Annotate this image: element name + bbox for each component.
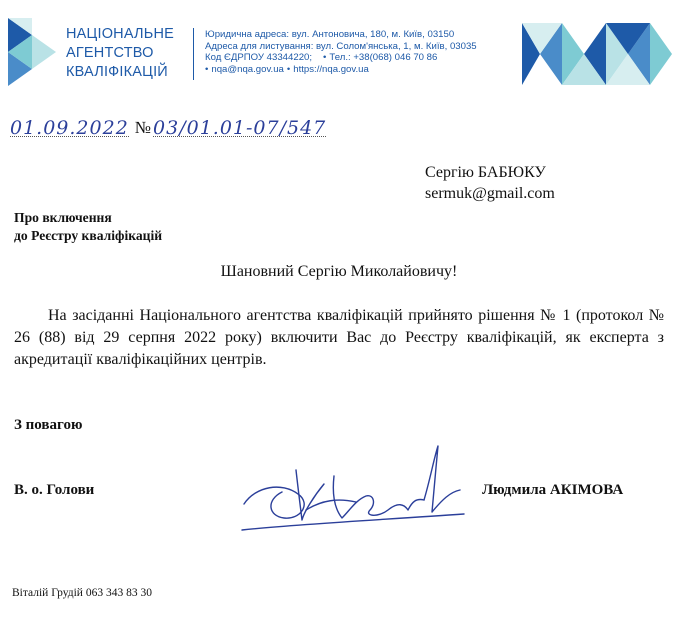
letterhead: [0, 0, 678, 100]
recipient-block: [425, 162, 555, 204]
subject-line-1: Про включення: [14, 210, 112, 225]
letter-subject: [14, 209, 162, 245]
subject-line-2: до Реєстру кваліфікацій: [14, 228, 163, 243]
signer-name: Людмила АКІМОВА: [482, 482, 624, 498]
salutation: Шановний Сергію Миколайовичу!: [220, 263, 458, 280]
bullet-icon: •: [205, 63, 209, 75]
org-name-line-2: АГЕНТСТВО: [66, 45, 154, 61]
edrpou-phone-line: [205, 52, 477, 64]
closing-regards: З повагою: [14, 417, 83, 433]
handwritten-signature-icon: [238, 440, 468, 540]
bullet-icon: •: [286, 63, 291, 75]
edrpou-code: Код ЄДРПОУ 43344220;: [205, 52, 313, 64]
org-name-line-1: НАЦІОНАЛЬНЕ: [66, 26, 175, 42]
reference-number-label: №: [134, 118, 152, 137]
reference-date: 01.09.2022: [10, 117, 129, 139]
contact-details: [205, 29, 477, 75]
legal-address: Юридична адреса: вул. Антоновича, 180, м. Київ, 03150: [205, 29, 455, 40]
letter-reference: [10, 113, 326, 139]
org-website-link[interactable]: https://nqa.gov.ua: [293, 63, 369, 75]
phone-number: Тел.: +38(068) 046 70 86: [329, 52, 438, 64]
bullet-icon: •: [323, 52, 327, 64]
postal-address: Адреса для листування: вул. Солом'янська, 1, м. Київ, 03035: [205, 40, 477, 52]
header-divider: [193, 28, 194, 80]
letter-body: На засіданні Національного агентства кваліфікацій прийнято рішення № 1 (протокол № 26 (88) від 29 серпня 2022 року) включити Вас до Реєстру кваліфікацій, як експерта з акредитації кваліфікаційних центрів.: [14, 307, 664, 368]
decorative-triangles-icon: [522, 23, 672, 85]
org-name-line-3: КВАЛІФІКАЦІЙ: [66, 64, 168, 80]
triangle-logo-icon: [8, 18, 56, 86]
org-email-link[interactable]: nqa@nqa.gov.ua: [211, 63, 284, 75]
executor-contact: Віталій Грудій 063 343 83 30: [12, 587, 152, 599]
email-web-line: [205, 64, 477, 76]
recipient-name: Сергію БАБЮКУ: [425, 164, 546, 181]
organization-name: [66, 25, 174, 82]
signer-title: В. о. Голови: [14, 482, 95, 498]
recipient-email[interactable]: sermuk@gmail.com: [425, 185, 555, 202]
reference-number: 03/01.01-07/547: [153, 117, 327, 139]
